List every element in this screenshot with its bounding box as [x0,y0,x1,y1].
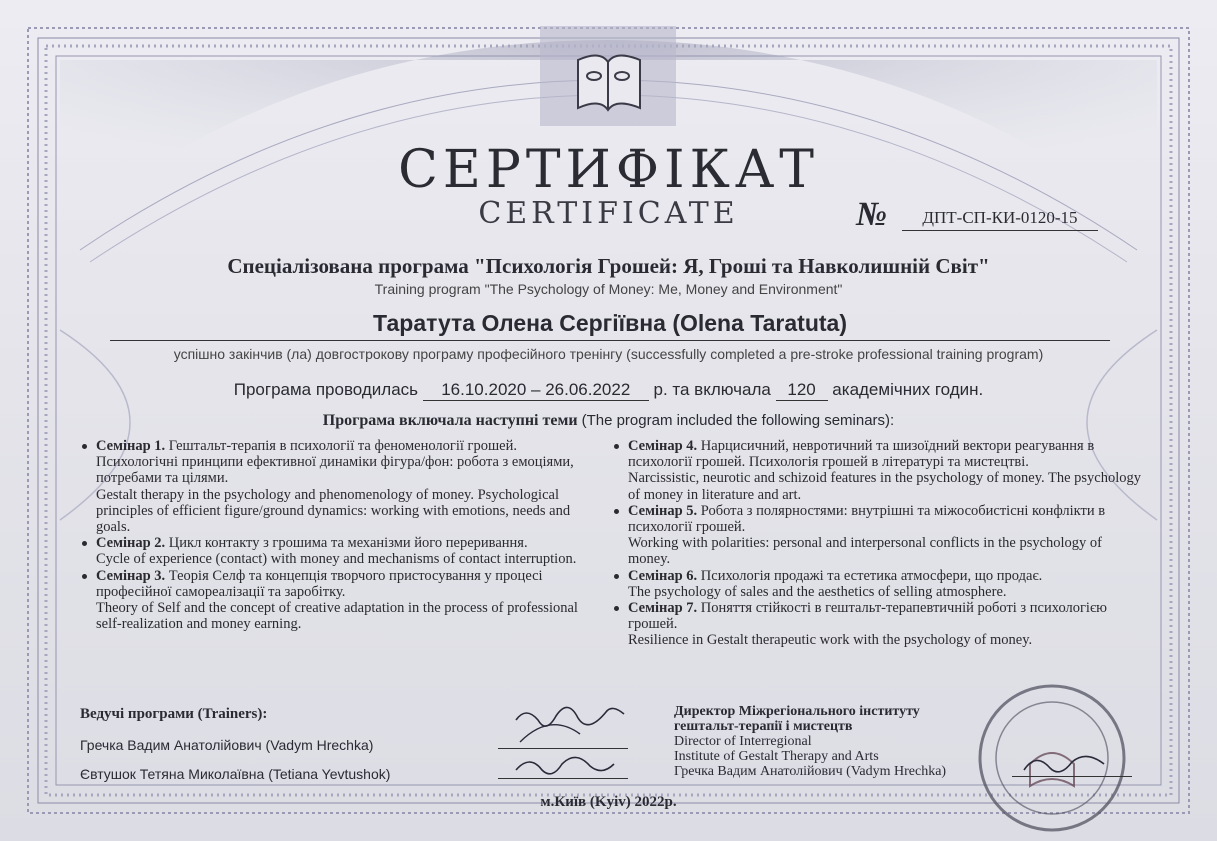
recipient-name: Таратута Олена Сергіївна (Olena Taratuta) [110,310,1110,341]
period-middle: р. та включала [653,380,771,399]
director-block [674,704,946,779]
period-hours: 120 [776,380,828,401]
seminar-text-en: Gestalt therapy in the psychology and phenomenology of money. Psychological principles of efficient figure/ground dynamics: working with emotions, needs and goals. [96,486,571,536]
signature-yevtushok [516,757,614,773]
book-logo-icon [540,26,676,126]
signature-line-director [1012,776,1132,777]
completed-text: успішно закінчив (ла) довгострокову програму професійного тренінгу (successfully completed a pre-stroke professional training program) [173,346,1044,362]
period-dates: 16.10.2020 – 26.06.2022 [423,380,649,401]
signature-line-2 [498,778,628,779]
seminar-6 [612,568,1142,600]
trainer-yevtushok: Євтушок Тетяна Миколаївна (Tetiana Yevtushok) [80,766,391,782]
director-title-en-1: Director of Interregional [674,734,812,749]
director-name: Гречка Вадим Анатолійович (Vadym Hrechka) [674,764,947,779]
seminar-text-en: Narcissistic, neurotic and schizoid features in the psychology of money. The psychology of money in literature and art. [628,470,1142,503]
seminar-label: Семінар 5. [628,502,698,519]
trainers-heading: Ведучі програми (Trainers): [80,706,268,722]
certificate-title-en: CERTIFICATE [478,196,739,231]
seminar-label: Семінар 1. [96,438,166,454]
seminar-4 [612,438,1142,503]
director-title-uk-1: Директор Міжрегіонального інституту [674,704,920,719]
seminar-label: Семінар 4. [628,438,698,454]
topics-heading-en: (The program included the following seminars): [581,412,895,429]
seminars-right-column [612,438,1142,649]
director-title-en-2: Institute of Gestalt Therapy and Arts [674,749,879,764]
seminar-text-en: Theory of Self and the concept of creative adaptation in the process of professional self-realization and money earning. [96,600,578,633]
seminars-left-column [80,438,585,632]
seminar-7 [612,600,1142,649]
number-sign: № [856,196,888,233]
seminar-text-uk: Робота з полярностями: внутрішні та міжособистісні конфлікти в психології грошей. [628,502,1106,536]
certificate-title-uk: СЕРТИФІКАТ [398,140,819,200]
topics-heading-uk: Програма включала наступні теми [322,412,578,429]
topics-heading [0,412,1217,430]
program-title-en: Training program "The Psychology of Money: Me, Money and Environment" [374,281,843,297]
director-title-uk-2: гештальт-терапії і мистецтв [674,719,853,734]
seminar-text-en: Working with polarities: personal and interpersonal conflicts in the psychology of money. [628,535,1103,568]
program-title-uk: Спеціалізована програма "Психологія Грошей: Я, Гроші та Навколишній Світ" [227,254,990,278]
seminar-text-uk: Нарцисичний, невротичний та шизоїдний вектори реагування в психології грошей. Психологія грошей в літературі та мистецтві. [628,438,1095,471]
certificate-number: ДПТ-СП-КИ-0120-15 [902,208,1098,231]
seminar-text-uk: Гештальт-терапія в психології та феноменології грошей. Психологічні принципи ефективної динаміки фігура/фон: робота з емоціями, потребами та цілями. [96,438,574,487]
seminar-text-en: Cycle of experience (contact) with money and mechanisms of contact interruption. [96,551,577,568]
seminar-text-uk: Поняття стійкості в гештальт-терапевтичній роботі з психологією грошей. [628,600,1108,633]
period-suffix: академічних годин. [832,380,984,399]
seminar-label: Семінар 6. [628,567,698,584]
signature-hrechka [516,707,624,742]
seminar-2 [80,535,585,567]
seminar-label: Семінар 2. [96,535,166,552]
signature-line-1 [498,748,628,749]
seminar-text-en: Resilience in Gestalt therapeutic work with the psychology of money. [628,632,1033,649]
seminar-label: Семінар 7. [628,600,698,617]
seminar-text-uk: Теорія Селф та концепція творчого пристосування у процесі професійної самореалізації та заробітку. [96,567,543,600]
seminar-1 [80,438,585,535]
place-year: м.Київ (Kyiv) 2022р. [540,794,677,810]
seminar-text-uk: Цикл контакту з грошима та механізми його переривання. [168,535,528,552]
seminar-label: Семінар 3. [96,567,166,584]
program-period [0,380,1217,401]
seminar-text-uk: Психологія продажі та естетика атмосфери, що продає. [700,567,1043,584]
seminar-5 [612,503,1142,568]
period-prefix: Програма проводилась [233,380,419,399]
seminar-3 [80,568,585,633]
trainer-hrechka: Гречка Вадим Анатолійович (Vadym Hrechka) [80,737,374,753]
seminar-text-en: The psychology of sales and the aesthetics of selling atmosphere. [628,583,1007,600]
